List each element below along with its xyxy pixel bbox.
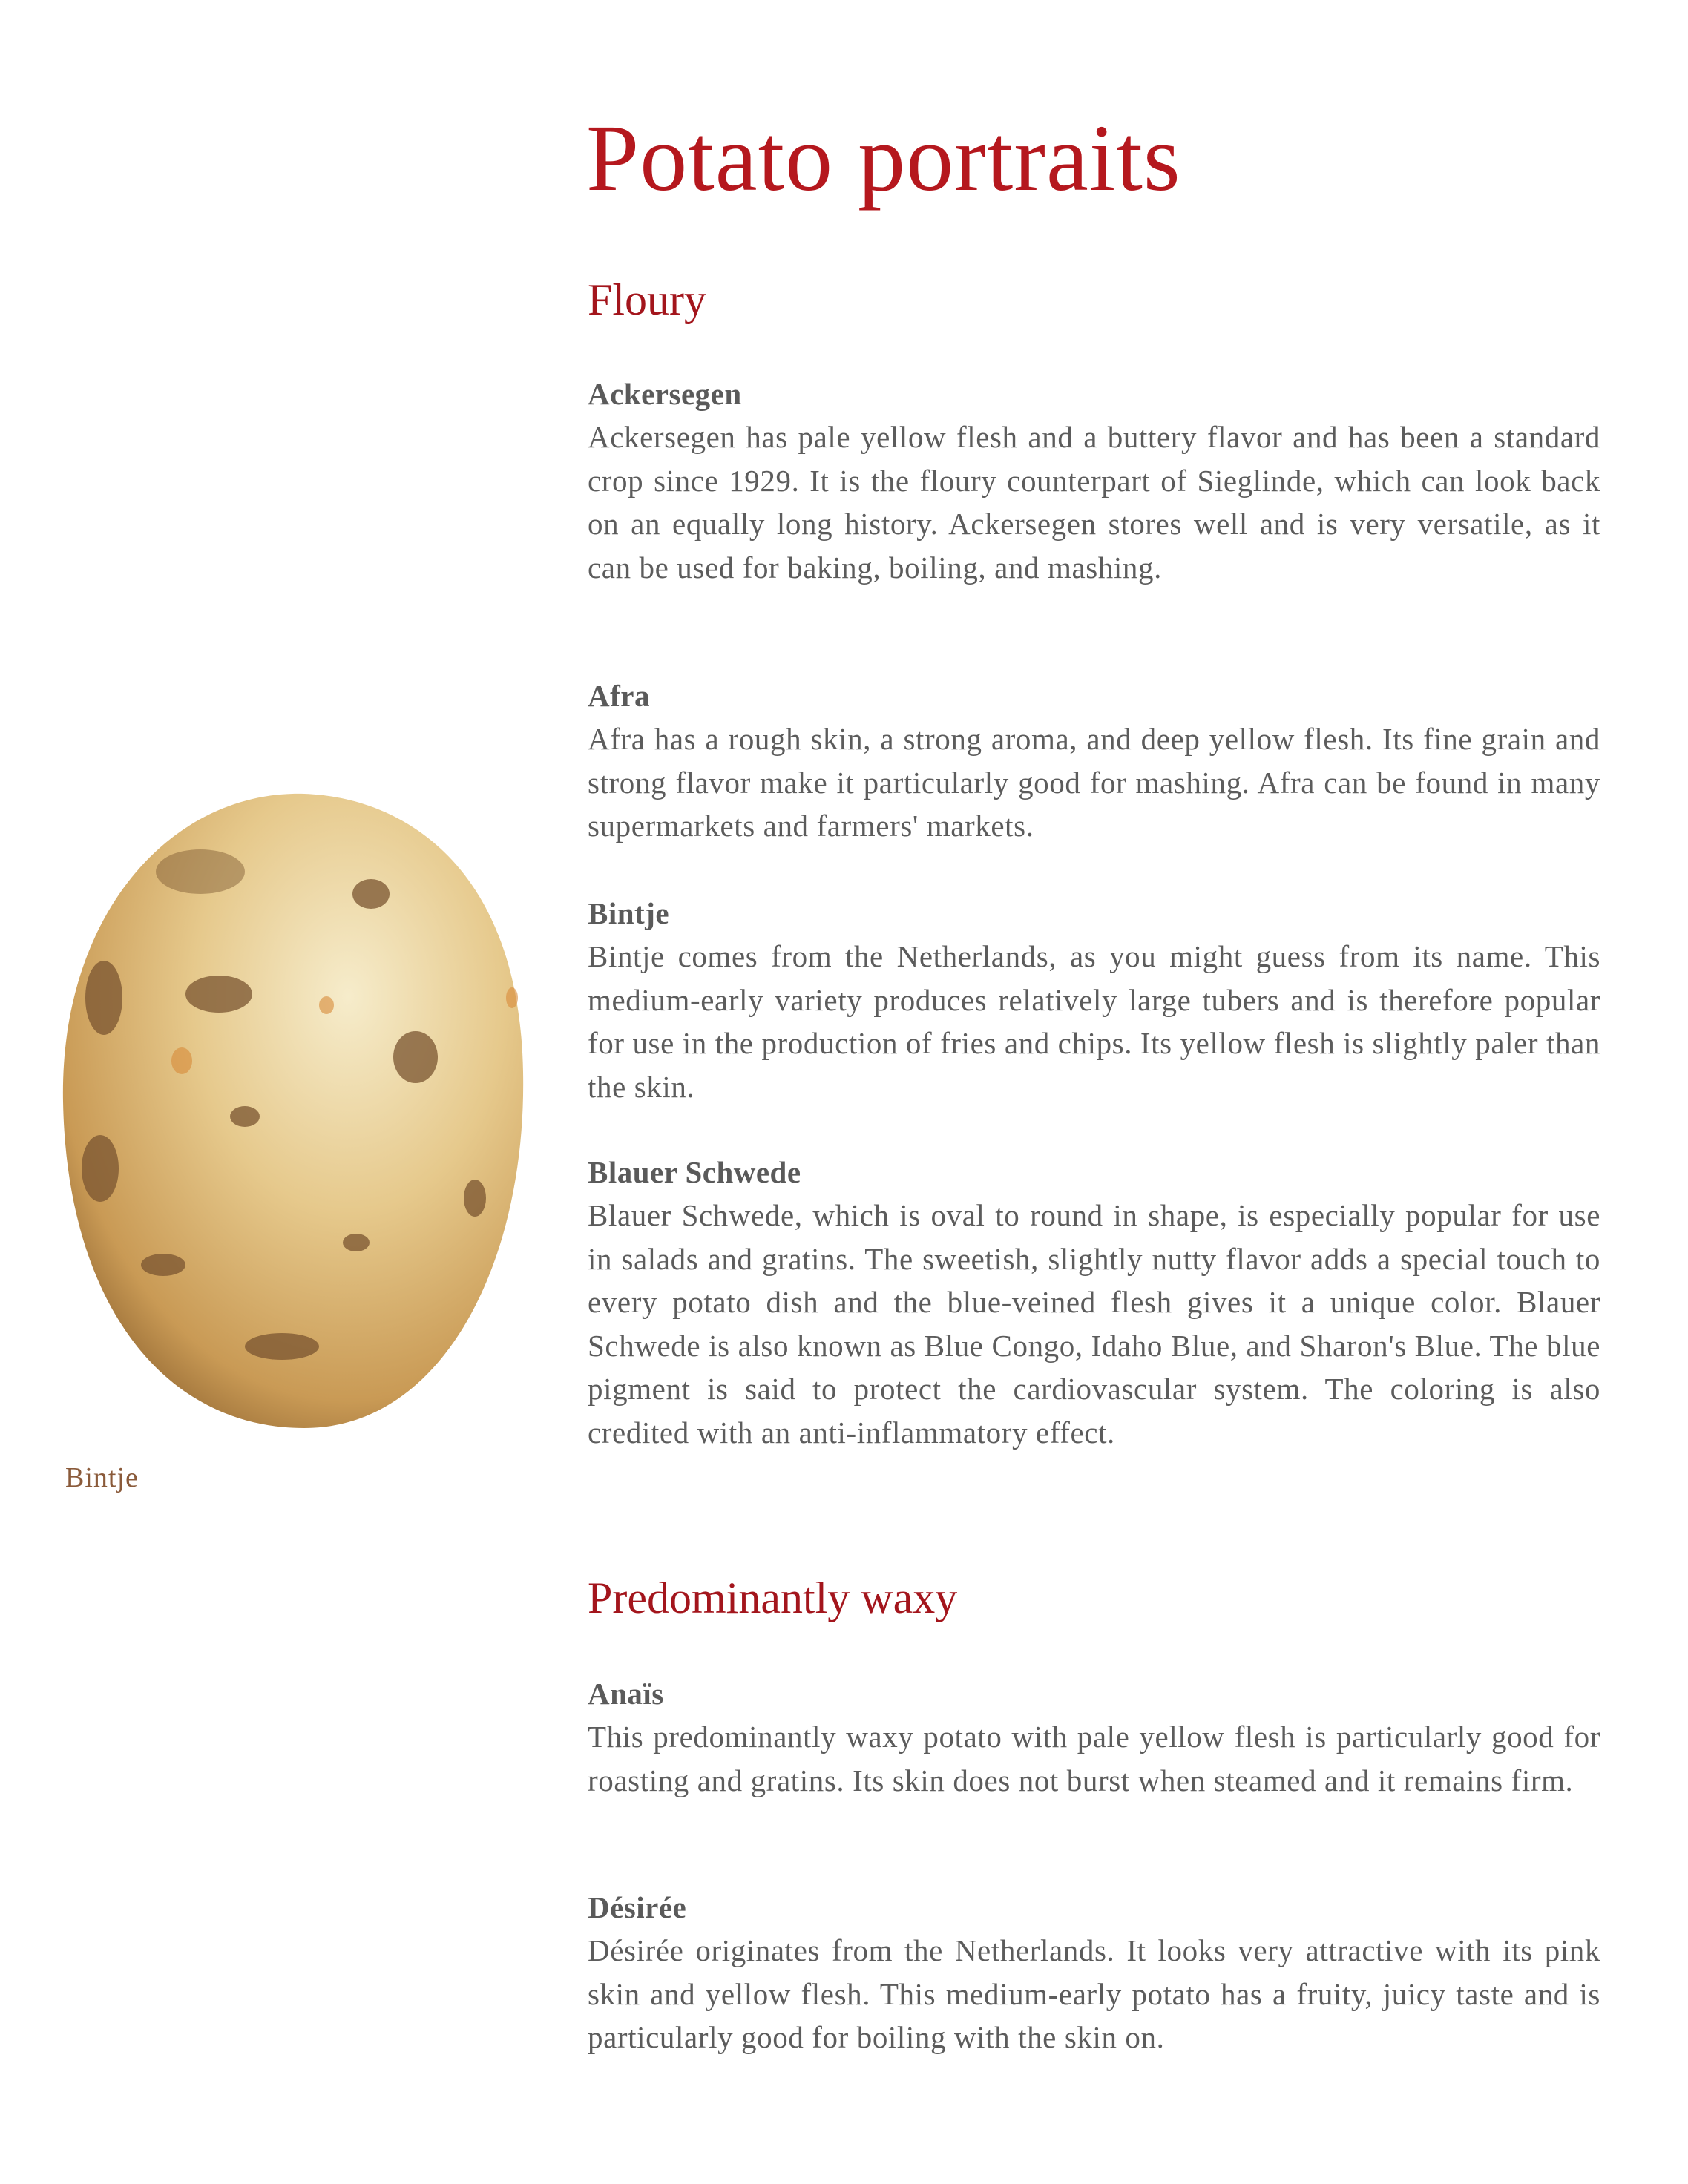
entry-name: Désirée (588, 1890, 687, 1924)
potato-illustration (59, 783, 534, 1435)
section-heading-floury: Floury (588, 275, 707, 324)
entry-afra (588, 674, 1600, 848)
entry-name: Blauer Schwede (588, 1155, 801, 1189)
bintje-potato-photo (59, 783, 534, 1435)
entry-ackersegen (588, 372, 1600, 589)
entry-text: Ackersegen has pale yellow flesh and a buttery flavor and has been a standard crop since 1929. It is the floury counterpart of Sieglinde, which can look back on an equally long history. Ackersegen stores well and is very versatile, as it can be used for baking, boiling, and mashing. (588, 420, 1600, 585)
page-title: Potato portraits (586, 105, 1181, 211)
entry-name: Afra (588, 679, 650, 713)
photo-caption: Bintje (65, 1462, 139, 1493)
entry-text: Afra has a rough skin, a strong aroma, and deep yellow flesh. Its fine grain and strong flavor make it particularly good for mashing. Afra can be found in many supermarkets and farmers' markets. (588, 722, 1600, 843)
entry-name: Anaïs (588, 1677, 664, 1711)
entry-text: This predominantly waxy potato with pale yellow flesh is particularly good for roasting and gratins. Its skin does not burst when steamed and it remains firm. (588, 1720, 1600, 1797)
entry-text: Désirée originates from the Netherlands. It looks very attractive with its pink skin and yellow flesh. This medium-early potato has a fruity, juicy taste and is particularly good for boiling with the skin on. (588, 1933, 1600, 2054)
section-heading-predominantly-waxy: Predominantly waxy (588, 1573, 958, 1622)
entry-desiree (588, 1886, 1600, 2059)
entry-name: Ackersegen (588, 377, 742, 411)
entry-name: Bintje (588, 896, 670, 930)
entry-text: Blauer Schwede, which is oval to round in shape, is especially popular for use in salads and gratins. The sweetish, slightly nutty flavor adds a special touch to every potato dish and the blue-veined flesh gives it a unique color. Blauer Schwede is also known as Blue Congo, Idaho Blue, and Sharon's Blue. The blue pigment is said to protect the cardiovascular system. The coloring is also credited with an anti-inflammatory effect. (588, 1198, 1600, 1450)
entry-blauer-schwede (588, 1151, 1600, 1454)
entry-anais (588, 1672, 1600, 1802)
entry-text: Bintje comes from the Netherlands, as you might guess from its name. This medium-early variety produces relatively large tubers and is therefore popular for use in the production of fries and chips. Its yellow flesh is slightly paler than the skin. (588, 939, 1601, 1104)
entry-bintje (588, 892, 1600, 1108)
